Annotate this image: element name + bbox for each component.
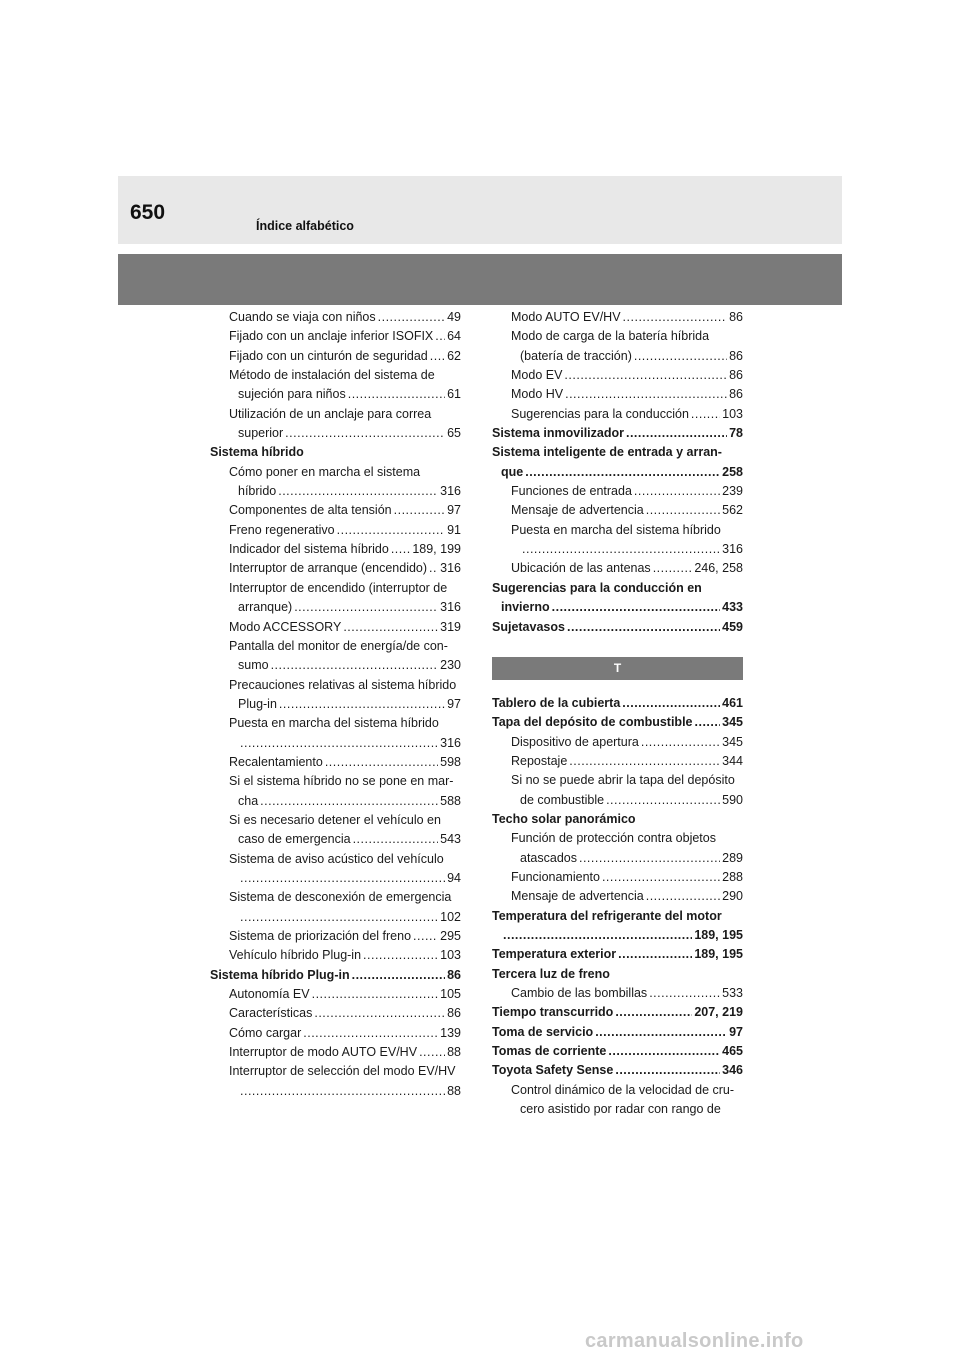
index-entry-page[interactable]: 105 (440, 987, 461, 1002)
index-entry-page[interactable]: 97 (447, 696, 461, 711)
index-entry-page[interactable]: 316 (440, 484, 461, 499)
dot-leader (565, 385, 727, 404)
index-entry-page[interactable]: 86 (729, 368, 743, 383)
index-entry-text: Modo de carga de la batería híbrida (511, 329, 710, 344)
index-entry-sub (210, 869, 461, 888)
index-entry-sub (210, 463, 461, 482)
index-entry-text: Interruptor de arranque (encendido) (229, 561, 428, 576)
dot-leader (646, 501, 720, 520)
index-entry-text: Tomas de corriente (492, 1044, 607, 1059)
index-entry-sub (210, 618, 461, 637)
index-entry-page[interactable]: 94 (447, 870, 461, 885)
index-entry-page[interactable]: 88 (447, 1045, 461, 1060)
index-entry-text: Tiempo transcurrido (492, 1005, 614, 1020)
index-entry-page[interactable]: 97 (729, 1024, 743, 1039)
index-entry-text: Interruptor de encendido (interruptor de (229, 580, 448, 595)
dot-leader (435, 327, 445, 346)
index-entry-page[interactable]: 319 (440, 619, 461, 634)
index-entry-page[interactable]: 562 (722, 503, 743, 518)
index-entry-page[interactable]: 78 (729, 426, 743, 441)
index-entry-sub (210, 424, 461, 443)
letter-heading-t: T (492, 657, 743, 680)
index-entry-sub (492, 1100, 743, 1119)
index-entry-text: Funciones de entrada (511, 484, 632, 499)
dot-leader (303, 1024, 438, 1043)
index-entry-text: Cuando se viaja con niños (229, 310, 376, 324)
index-entry-sub (210, 598, 461, 617)
index-entry-page[interactable]: 465 (722, 1044, 743, 1059)
index-entry-page[interactable]: 189, 195 (694, 947, 743, 962)
index-entry-text: Puesta en marcha del sistema híbrido (229, 716, 439, 731)
dot-leader (325, 753, 438, 772)
dot-leader (695, 713, 721, 732)
index-entry-text: Freno regenerativo (229, 522, 335, 537)
dot-leader (649, 984, 720, 1003)
index-entry-page[interactable]: 62 (447, 348, 461, 363)
dot-leader (615, 1003, 692, 1022)
index-entry-text: Sistema híbrido Plug-in (210, 967, 350, 982)
index-entry-sub (210, 521, 461, 540)
index-entry-page[interactable]: 86 (447, 1006, 461, 1021)
dot-leader (567, 618, 720, 637)
index-entry-main (492, 945, 743, 964)
index-entry-sub (210, 811, 461, 830)
index-entry-text: Tablero de la cubierta (492, 695, 621, 710)
dot-leader (312, 985, 439, 1004)
dot-leader (618, 945, 692, 964)
index-entry-text: Sugerencias para la conducción (511, 406, 689, 421)
index-entry-sub (210, 695, 461, 714)
index-entry-page[interactable]: 345 (722, 715, 743, 730)
index-entry-text: sumo (238, 658, 269, 673)
dot-leader (691, 405, 720, 424)
index-entry-page[interactable]: 459 (722, 619, 743, 634)
dot-leader (353, 830, 439, 849)
index-entry-text: atascados (520, 850, 577, 865)
index-list-t (492, 694, 743, 1120)
index-entry-text: Fijado con un anclaje inferior ISOFIX (229, 329, 434, 344)
index-entry-text: Dispositivo de apertura (511, 734, 639, 749)
index-entry-main (492, 463, 743, 482)
watermark: carmanualsonline.info (585, 1330, 804, 1352)
index-entry-text: Tapa del depósito de combustible (492, 715, 693, 730)
index-entry-page[interactable]: 86 (729, 310, 743, 324)
index-entry-sub (492, 791, 743, 810)
dot-leader (602, 868, 720, 887)
index-entry-page[interactable]: 588 (440, 793, 461, 808)
dot-leader (240, 908, 438, 927)
index-entry-page[interactable]: 65 (447, 426, 461, 441)
index-entry-text: Indicador del sistema híbrido (229, 542, 389, 557)
index-entry-sub (210, 908, 461, 927)
dot-leader (429, 559, 438, 578)
index-entry-main (492, 713, 743, 732)
index-entry-page[interactable]: 288 (722, 869, 743, 884)
dot-leader (641, 733, 720, 752)
index-entry-page[interactable]: 246, 258 (694, 561, 743, 576)
index-entry-text: Toma de servicio (492, 1024, 594, 1039)
index-entry-text: Recalentamiento (229, 754, 323, 769)
index-entry-page[interactable]: 189, 199 (412, 542, 461, 557)
index-entry-sub (210, 366, 461, 385)
index-entry-sub (210, 405, 461, 424)
dot-leader (634, 347, 727, 366)
index-entry-text: Funcionamiento (511, 869, 600, 884)
index-entry-sub (210, 927, 461, 946)
index-entry-page[interactable]: 344 (722, 753, 743, 768)
index-entry-sub (492, 366, 743, 385)
dot-leader (623, 308, 728, 327)
index-entry-sub (492, 482, 743, 501)
index-entry-sub (210, 540, 461, 559)
dot-leader (294, 598, 438, 617)
index-entry-sub (210, 888, 461, 907)
dot-leader (413, 927, 438, 946)
dot-leader (260, 792, 438, 811)
index-entry-sub (210, 1062, 461, 1081)
index-entry-text: Toyota Safety Sense (492, 1063, 614, 1078)
index-entry-page[interactable]: 86 (729, 348, 743, 363)
index-entry-text: Tercera luz de freno (492, 966, 610, 981)
dot-leader (622, 694, 720, 713)
index-entry-text: Componentes de alta tensión (229, 503, 392, 518)
dot-leader (608, 1042, 720, 1061)
index-entry-text: Modo ACCESSORY (229, 619, 342, 634)
dot-leader (525, 463, 720, 482)
index-entry-sub (210, 656, 461, 675)
index-entry-page[interactable]: 590 (722, 792, 743, 807)
index-entry-sub (210, 1082, 461, 1101)
index-entry-sub (492, 521, 743, 540)
dot-leader (363, 946, 438, 965)
dot-leader (378, 308, 445, 327)
index-entry-main (492, 579, 743, 598)
index-entry-text: híbrido (238, 484, 277, 499)
dot-leader (595, 1023, 727, 1042)
dot-leader (419, 1043, 445, 1062)
index-entry-sub (492, 540, 743, 559)
index-entry-text: cero asistido por radar con rango de (520, 1102, 721, 1117)
index-entry-text: Modo HV (511, 387, 564, 402)
index-entry-text: Ubicación de las antenas (511, 561, 651, 576)
index-entry-page[interactable]: 461 (722, 695, 743, 710)
index-entry-sub (210, 850, 461, 869)
index-entry-sub (492, 327, 743, 346)
index-entry-main (492, 598, 743, 617)
dot-leader (653, 559, 693, 578)
dot-leader (279, 695, 445, 714)
index-entry-page[interactable]: 88 (447, 1083, 461, 1098)
index-entry-text: Modo EV (511, 368, 563, 383)
index-column-left (210, 308, 461, 1101)
index-entry-text: caso de emergencia (238, 832, 351, 847)
dot-leader (278, 482, 438, 501)
index-entry-main (492, 1003, 743, 1022)
index-entry-page[interactable]: 346 (722, 1063, 743, 1078)
index-entry-sub (210, 676, 461, 695)
index-entry-sub (210, 385, 461, 404)
index-entry-page[interactable]: 207, 219 (694, 1005, 743, 1020)
index-entry-sub (492, 385, 743, 404)
index-entry-text: Puesta en marcha del sistema híbrido (511, 522, 721, 537)
index-entry-page[interactable]: 102 (440, 909, 461, 924)
index-entry-text: Control dinámico de la velocidad de cru- (511, 1082, 735, 1097)
index-entry-page[interactable]: 103 (722, 406, 743, 421)
index-entry-page[interactable]: 295 (440, 929, 461, 943)
index-entry-sub (210, 347, 461, 366)
index-entry-sub (210, 559, 461, 578)
index-entry-text: Sujetavasos (492, 619, 565, 634)
dot-leader (391, 540, 411, 559)
index-entry-text: Sistema de desconexión de emergencia (229, 890, 452, 905)
index-entry-main (492, 443, 743, 462)
index-entry-main (492, 424, 743, 443)
index-entry-page[interactable]: 49 (447, 310, 461, 324)
dot-leader (240, 734, 438, 753)
index-entry-main (210, 443, 461, 462)
index-entry-sub (210, 753, 461, 772)
section-title: Índice alfabético (256, 219, 354, 233)
dot-leader (569, 752, 720, 771)
index-entry-main (492, 907, 743, 926)
dot-leader (646, 887, 720, 906)
index-entry-page[interactable]: 86 (447, 967, 461, 982)
dot-leader (337, 521, 445, 540)
index-entry-text: Interruptor de modo AUTO EV/HV (229, 1045, 418, 1060)
index-entry-text: Sistema híbrido (210, 445, 304, 460)
index-entry-text: Fijado con un cinturón de seguridad (229, 348, 428, 363)
index-entry-page[interactable]: 230 (440, 658, 461, 673)
index-entry-sub (492, 559, 743, 578)
index-entry-page[interactable]: 61 (447, 387, 461, 402)
index-entry-text: Precauciones relativas al sistema híbrido (229, 677, 457, 692)
index-entry-sub (210, 1043, 461, 1062)
index-entry-sub (492, 308, 743, 327)
dot-leader (634, 482, 720, 501)
index-entry-sub (210, 637, 461, 656)
index-entry-text: que (501, 464, 524, 479)
index-entry-text: Sugerencias para la conducción en (492, 580, 702, 595)
index-entry-page[interactable]: 64 (447, 329, 461, 344)
index-entry-text: Temperatura exterior (492, 947, 617, 962)
index-entry-sub (210, 772, 461, 791)
index-entry-text: Cambio de las bombillas (511, 986, 648, 1000)
index-entry-sub (210, 482, 461, 501)
index-entry-text: Mensaje de advertencia (511, 503, 644, 518)
index-entry-text: Mensaje de advertencia (511, 889, 644, 904)
dot-leader (271, 656, 439, 675)
dot-leader (579, 849, 720, 868)
index-entry-main (492, 1061, 743, 1080)
header-dark-band (118, 254, 842, 305)
index-entry-main (492, 965, 743, 984)
index-entry-text: Si es necesario detener el vehículo en (229, 812, 441, 827)
index-entry-sub (210, 792, 461, 811)
dot-leader (552, 598, 721, 617)
index-entry-page[interactable]: 86 (729, 387, 743, 402)
index-entry-main (492, 926, 743, 945)
index-list-s (492, 308, 743, 637)
index-entry-text: Vehículo híbrido Plug-in (229, 948, 362, 963)
index-entry-sub (492, 501, 743, 520)
index-entry-text: Cómo poner en marcha el sistema (229, 464, 421, 479)
index-entry-text: Características (229, 1006, 313, 1021)
index-entry-sub (492, 347, 743, 366)
index-entry-sub (492, 829, 743, 848)
index-entry-main (210, 966, 461, 985)
index-entry-text: (batería de tracción) (520, 348, 632, 363)
dot-leader (626, 424, 727, 443)
dot-leader (394, 501, 445, 520)
dot-leader (503, 926, 692, 945)
index-entry-text: Cómo cargar (229, 1025, 302, 1040)
index-entry-text: de combustible (520, 792, 605, 807)
dot-leader (314, 1004, 445, 1023)
index-entry-sub (492, 984, 743, 1003)
dot-leader (522, 540, 720, 559)
index-entry-text: Sistema de aviso acústico del vehículo (229, 851, 444, 866)
dot-leader (352, 966, 446, 985)
index-entry-text: Modo AUTO EV/HV (511, 310, 621, 324)
index-entry-sub (210, 501, 461, 520)
index-entry-page[interactable]: 97 (447, 503, 461, 518)
index-entry-sub (492, 849, 743, 868)
index-entry-sub (210, 327, 461, 346)
index-entry-text: Plug-in (238, 696, 277, 711)
index-entry-sub (492, 405, 743, 424)
dot-leader (285, 424, 445, 443)
index-entry-sub (210, 830, 461, 849)
index-entry-text: arranque) (238, 600, 293, 615)
dot-leader (606, 791, 720, 810)
index-entry-page[interactable]: 91 (447, 522, 461, 537)
index-entry-text: Si el sistema híbrido no se pone en mar- (229, 774, 454, 789)
index-entry-text: Temperatura del refrigerante del motor (492, 908, 722, 923)
page-number: 650 (130, 201, 166, 224)
index-entry-text: Sistema de priorización del freno (229, 929, 412, 943)
index-entry-main (492, 694, 743, 713)
index-entry-page[interactable]: 316 (722, 542, 743, 557)
index-entry-text: Autonomía EV (229, 987, 310, 1002)
index-entry-page[interactable]: 139 (440, 1025, 461, 1040)
index-entry-sub (210, 1024, 461, 1043)
index-entry-text: Techo solar panorámico (492, 811, 636, 826)
index-entry-sub (210, 734, 461, 753)
dot-leader (240, 869, 445, 888)
index-entry-text: Método de instalación del sistema de (229, 368, 435, 383)
dot-leader (564, 366, 727, 385)
index-entry-text: cha (238, 793, 259, 808)
header-band (118, 176, 842, 244)
index-entry-text: Sistema inmovilizador (492, 426, 624, 441)
index-entry-sub (210, 1004, 461, 1023)
index-entry-sub (210, 308, 461, 327)
index-entry-page[interactable]: 345 (722, 734, 743, 749)
index-entry-text: Interruptor de selección del modo EV/HV (229, 1064, 456, 1079)
index-entry-text: Si no se puede abrir la tapa del depósito (511, 773, 735, 788)
index-entry-page[interactable]: 290 (722, 889, 743, 904)
index-entry-sub (210, 579, 461, 598)
index-entry-text: Repostaje (511, 753, 568, 768)
index-entry-sub (492, 771, 743, 790)
index-entry-page[interactable]: 103 (440, 948, 461, 963)
dot-leader (343, 618, 438, 637)
index-entry-text: Pantalla del monitor de energía/de con- (229, 638, 448, 653)
index-entry-text: invierno (501, 600, 550, 615)
index-entry-page[interactable]: 543 (440, 832, 461, 847)
index-entry-main (492, 618, 743, 637)
dot-leader (348, 385, 445, 404)
index-entry-page[interactable]: 289 (722, 850, 743, 865)
index-entry-sub (492, 868, 743, 887)
index-entry-page[interactable]: 433 (722, 600, 743, 615)
index-entry-text: sujeción para niños (238, 387, 346, 402)
index-entry-sub (492, 752, 743, 771)
index-entry-page[interactable]: 189, 195 (694, 927, 743, 942)
index-entry-sub (492, 733, 743, 752)
index-column-right (492, 308, 743, 1119)
index-entry-page[interactable]: 239 (722, 484, 743, 499)
index-entry-main (492, 1023, 743, 1042)
index-entry-sub (492, 887, 743, 906)
index-entry-page[interactable]: 316 (440, 735, 461, 750)
index-entry-text: Sistema inteligente de entrada y arran- (492, 445, 722, 460)
index-entry-main (492, 1042, 743, 1061)
index-entry-page[interactable]: 533 (722, 986, 743, 1000)
index-entry-text: superior (238, 426, 284, 441)
index-entry-sub (210, 946, 461, 965)
index-entry-sub (210, 714, 461, 733)
index-entry-page[interactable]: 316 (440, 561, 461, 576)
index-entry-page[interactable]: 598 (440, 754, 461, 769)
index-entry-page[interactable]: 316 (440, 600, 461, 615)
index-entry-sub (210, 985, 461, 1004)
dot-leader (430, 347, 445, 366)
dot-leader (240, 1082, 445, 1101)
index-entry-main (492, 810, 743, 829)
index-entry-text: Función de protección contra objetos (511, 831, 716, 846)
dot-leader (615, 1061, 720, 1080)
index-entry-text: Utilización de un anclaje para correa (229, 406, 432, 421)
index-entry-sub (492, 1081, 743, 1100)
index-entry-page[interactable]: 258 (722, 464, 743, 479)
